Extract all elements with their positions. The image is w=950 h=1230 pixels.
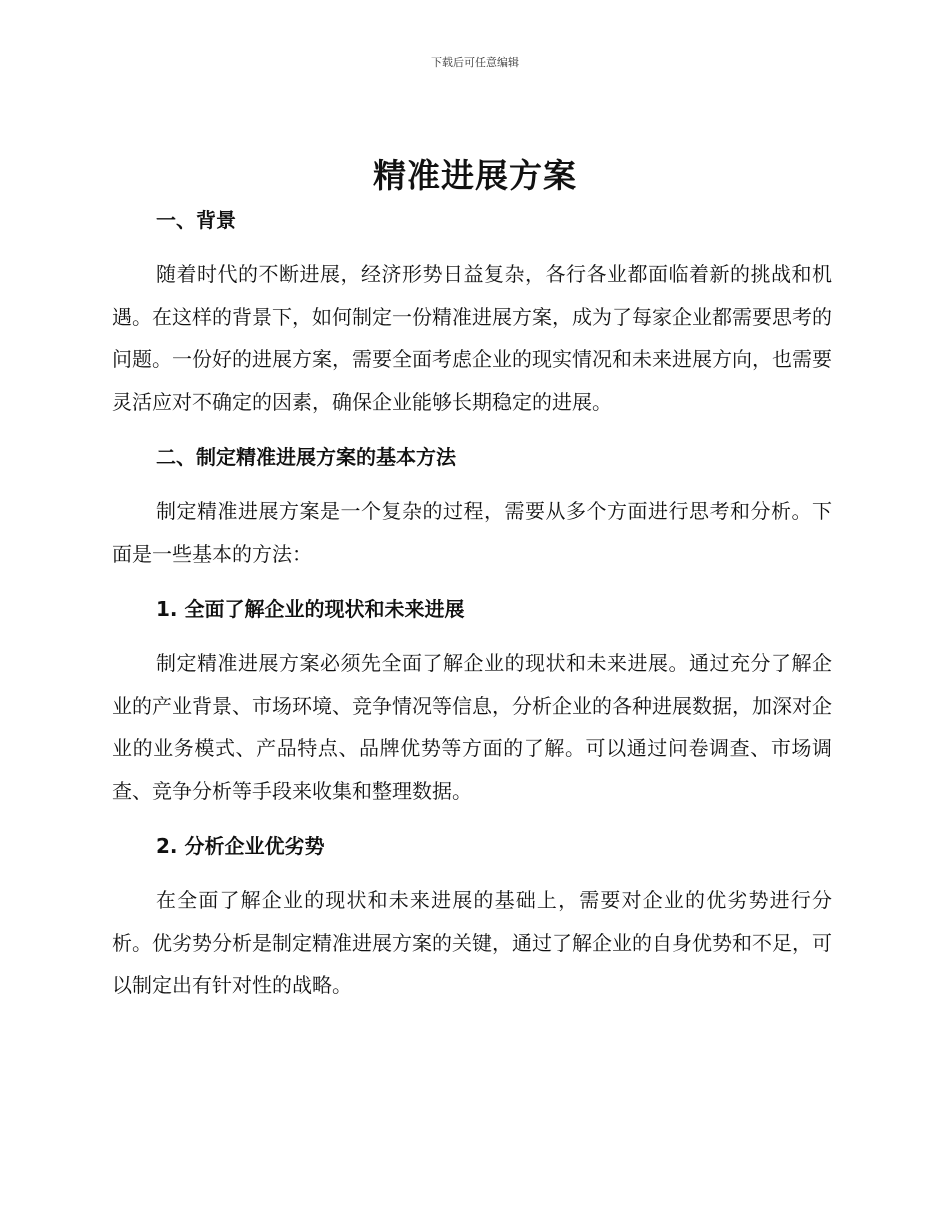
document-title: 精准进展方案 (373, 156, 577, 195)
section-paragraph-methods: 制定精准进展方案是一个复杂的过程，需要从多个方面进行思考和分析。下面是一些基本的方法： (112, 499, 832, 566)
section-heading-background: 一、背景 (156, 208, 236, 232)
subsection-paragraph-swot: 在全面了解企业的现状和未来进展的基础上，需要对企业的优劣势进行分析。优劣势分析是制定精准进展方案的关键，通过了解企业的自身优势和不足，可以制定出有针对性的战略。 (112, 888, 832, 998)
section-paragraph-background: 随着时代的不断进展，经济形势日益复杂，各行各业都面临着新的挑战和机遇。在这样的背景下，如何制定一份精准进展方案，成为了每家企业都需要思考的问题。一份好的进展方案，需要全面考虑企业的现实情况和未来进展方向，也需要灵活应对不确定的因素，确保企业能够长期稳定的进展。 (112, 262, 832, 415)
subsection-heading-swot: 2. 分析企业优劣势 (156, 834, 325, 858)
subsection-heading-status: 1. 全面了解企业的现状和未来进展 (156, 597, 465, 621)
subsection-paragraph-status: 制定精准进展方案必须先全面了解企业的现状和未来进展。通过充分了解企业的产业背景、市场环境、竞争情况等信息，分析企业的各种进展数据，加深对企业的业务模式、产品特点、品牌优势等方面的了解。可以通过问卷调查、市场调查、竞争分析等手段来收集和整理数据。 (112, 651, 832, 804)
header-note: 下载后可任意编辑 (431, 56, 519, 69)
section-heading-methods: 二、制定精准进展方案的基本方法 (156, 445, 456, 469)
